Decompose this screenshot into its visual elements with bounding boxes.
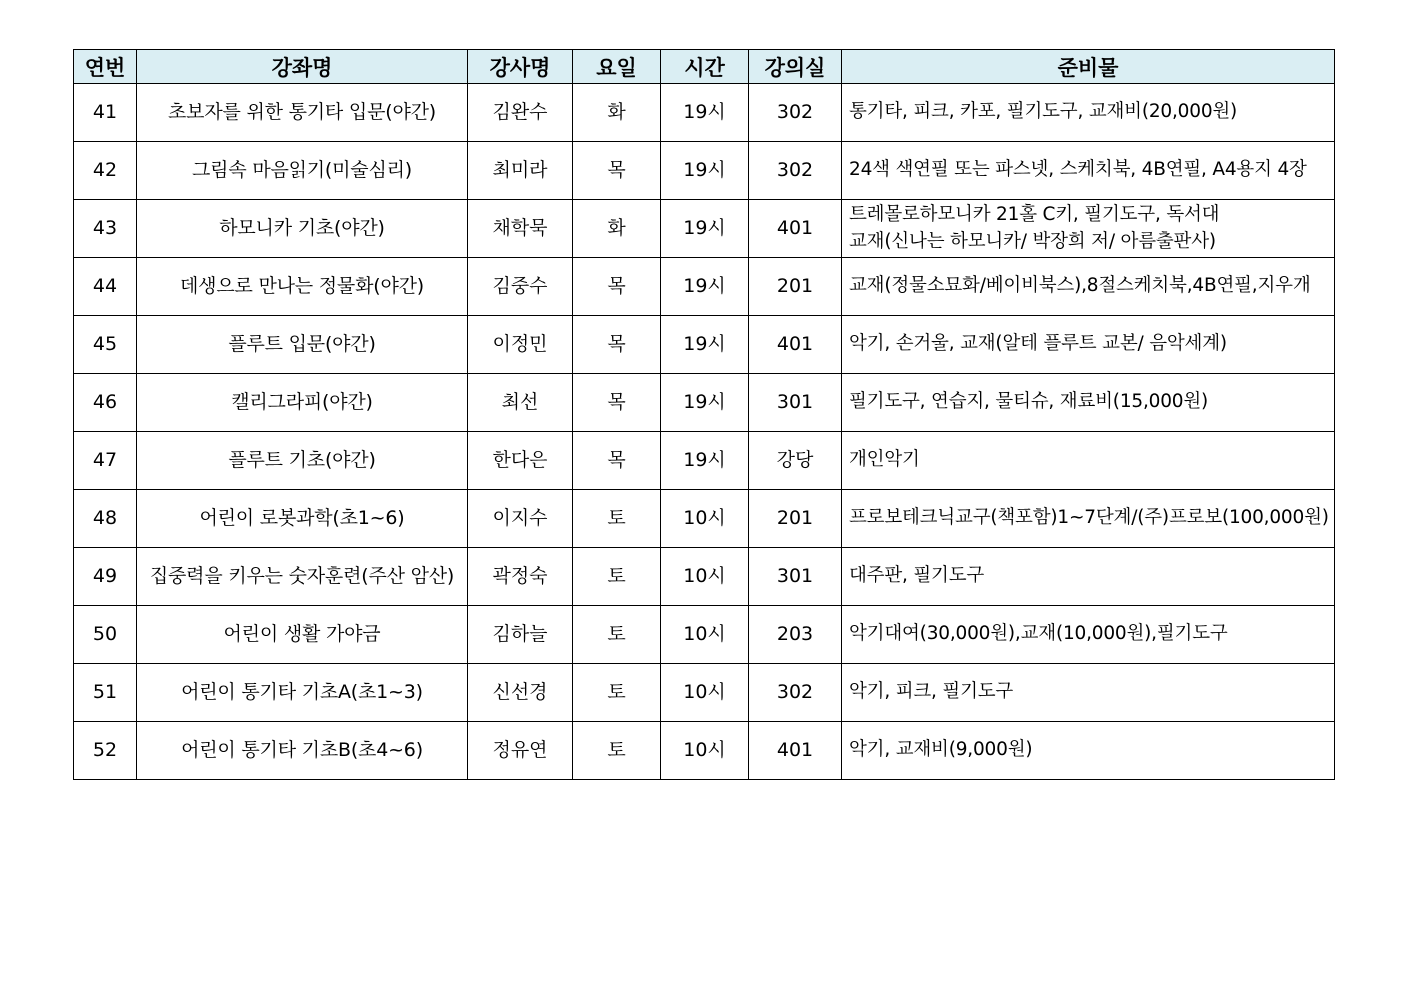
table-row (74, 490, 1335, 548)
cell-no: 45 (74, 316, 137, 374)
cell-time: 10시 (661, 548, 749, 606)
cell-instructor: 정유연 (468, 722, 573, 780)
cell-instructor: 곽정숙 (468, 548, 573, 606)
cell-instructor: 한다은 (468, 432, 573, 490)
cell-time: 10시 (661, 722, 749, 780)
cell-instructor: 최미라 (468, 142, 573, 200)
table-row (74, 722, 1335, 780)
header-instructor: 강사명 (468, 50, 573, 84)
cell-materials: 악기, 피크, 필기도구 (842, 664, 1335, 722)
cell-day: 화 (573, 200, 661, 258)
header-time: 시간 (661, 50, 749, 84)
cell-instructor: 김중수 (468, 258, 573, 316)
cell-title: 하모니카 기초(야간) (137, 200, 468, 258)
table-row (74, 258, 1335, 316)
cell-time: 19시 (661, 316, 749, 374)
cell-day: 토 (573, 548, 661, 606)
cell-title: 초보자를 위한 통기타 입문(야간) (137, 84, 468, 142)
cell-no: 44 (74, 258, 137, 316)
cell-room: 401 (749, 316, 842, 374)
table-row (74, 374, 1335, 432)
cell-day: 화 (573, 84, 661, 142)
cell-title: 플루트 기초(야간) (137, 432, 468, 490)
cell-no: 50 (74, 606, 137, 664)
cell-day: 목 (573, 374, 661, 432)
cell-room: 201 (749, 258, 842, 316)
cell-instructor: 이지수 (468, 490, 573, 548)
cell-materials: 트레몰로하모니카 21홀 C키, 필기도구, 독서대 교재(신나는 하모니카/ 박장희 저/ 아름출판사) (842, 200, 1335, 258)
cell-no: 46 (74, 374, 137, 432)
table-row (74, 606, 1335, 664)
table-row (74, 142, 1335, 200)
cell-title: 플루트 입문(야간) (137, 316, 468, 374)
cell-materials: 통기타, 피크, 카포, 필기도구, 교재비(20,000원) (842, 84, 1335, 142)
table-row (74, 200, 1335, 258)
cell-day: 토 (573, 722, 661, 780)
cell-materials: 대주판, 필기도구 (842, 548, 1335, 606)
header-room: 강의실 (749, 50, 842, 84)
header-no: 연번 (74, 50, 137, 84)
cell-title: 어린이 통기타 기초A(초1~3) (137, 664, 468, 722)
cell-time: 10시 (661, 490, 749, 548)
course-table (73, 49, 1335, 780)
cell-room: 201 (749, 490, 842, 548)
header-materials: 준비물 (842, 50, 1335, 84)
cell-no: 48 (74, 490, 137, 548)
cell-time: 19시 (661, 84, 749, 142)
cell-instructor: 최선 (468, 374, 573, 432)
cell-day: 토 (573, 606, 661, 664)
cell-time: 19시 (661, 432, 749, 490)
cell-day: 목 (573, 258, 661, 316)
cell-room: 강당 (749, 432, 842, 490)
cell-day: 토 (573, 490, 661, 548)
table-row (74, 548, 1335, 606)
cell-instructor: 이정민 (468, 316, 573, 374)
cell-materials: 24색 색연필 또는 파스넷, 스케치북, 4B연필, A4용지 4장 (842, 142, 1335, 200)
cell-room: 301 (749, 374, 842, 432)
cell-instructor: 채학묵 (468, 200, 573, 258)
cell-materials: 필기도구, 연습지, 물티슈, 재료비(15,000원) (842, 374, 1335, 432)
cell-title: 캘리그라피(야간) (137, 374, 468, 432)
cell-room: 301 (749, 548, 842, 606)
cell-room: 302 (749, 84, 842, 142)
cell-materials: 악기, 손거울, 교재(알테 플루트 교본/ 음악세계) (842, 316, 1335, 374)
cell-instructor: 김하늘 (468, 606, 573, 664)
cell-day: 목 (573, 432, 661, 490)
header-day: 요일 (573, 50, 661, 84)
cell-no: 41 (74, 84, 137, 142)
cell-no: 47 (74, 432, 137, 490)
cell-title: 데생으로 만나는 정물화(야간) (137, 258, 468, 316)
cell-time: 19시 (661, 374, 749, 432)
cell-no: 43 (74, 200, 137, 258)
table-header-row (74, 50, 1335, 84)
cell-day: 목 (573, 316, 661, 374)
cell-title: 그림속 마음읽기(미술심리) (137, 142, 468, 200)
cell-time: 19시 (661, 142, 749, 200)
cell-title: 어린이 통기타 기초B(초4~6) (137, 722, 468, 780)
cell-time: 10시 (661, 606, 749, 664)
cell-title: 어린이 생활 가야금 (137, 606, 468, 664)
cell-materials: 개인악기 (842, 432, 1335, 490)
cell-time: 19시 (661, 200, 749, 258)
cell-instructor: 김완수 (468, 84, 573, 142)
cell-materials: 악기대여(30,000원),교재(10,000원),필기도구 (842, 606, 1335, 664)
cell-title: 집중력을 키우는 숫자훈련(주산 암산) (137, 548, 468, 606)
table-row (74, 664, 1335, 722)
cell-room: 401 (749, 722, 842, 780)
cell-day: 토 (573, 664, 661, 722)
table-row (74, 316, 1335, 374)
course-table-container (73, 49, 1334, 780)
table-row (74, 432, 1335, 490)
cell-no: 52 (74, 722, 137, 780)
cell-room: 302 (749, 142, 842, 200)
cell-room: 401 (749, 200, 842, 258)
cell-materials: 악기, 교재비(9,000원) (842, 722, 1335, 780)
cell-materials: 교재(정물소묘화/베이비북스),8절스케치북,4B연필,지우개 (842, 258, 1335, 316)
cell-room: 302 (749, 664, 842, 722)
header-title: 강좌명 (137, 50, 468, 84)
cell-instructor: 신선경 (468, 664, 573, 722)
cell-time: 19시 (661, 258, 749, 316)
cell-title: 어린이 로봇과학(초1~6) (137, 490, 468, 548)
cell-time: 10시 (661, 664, 749, 722)
cell-day: 목 (573, 142, 661, 200)
cell-no: 49 (74, 548, 137, 606)
cell-room: 203 (749, 606, 842, 664)
cell-materials: 프로보테크닉교구(책포함)1~7단계/(주)프로보(100,000원) (842, 490, 1335, 548)
cell-no: 42 (74, 142, 137, 200)
table-row (74, 84, 1335, 142)
cell-no: 51 (74, 664, 137, 722)
